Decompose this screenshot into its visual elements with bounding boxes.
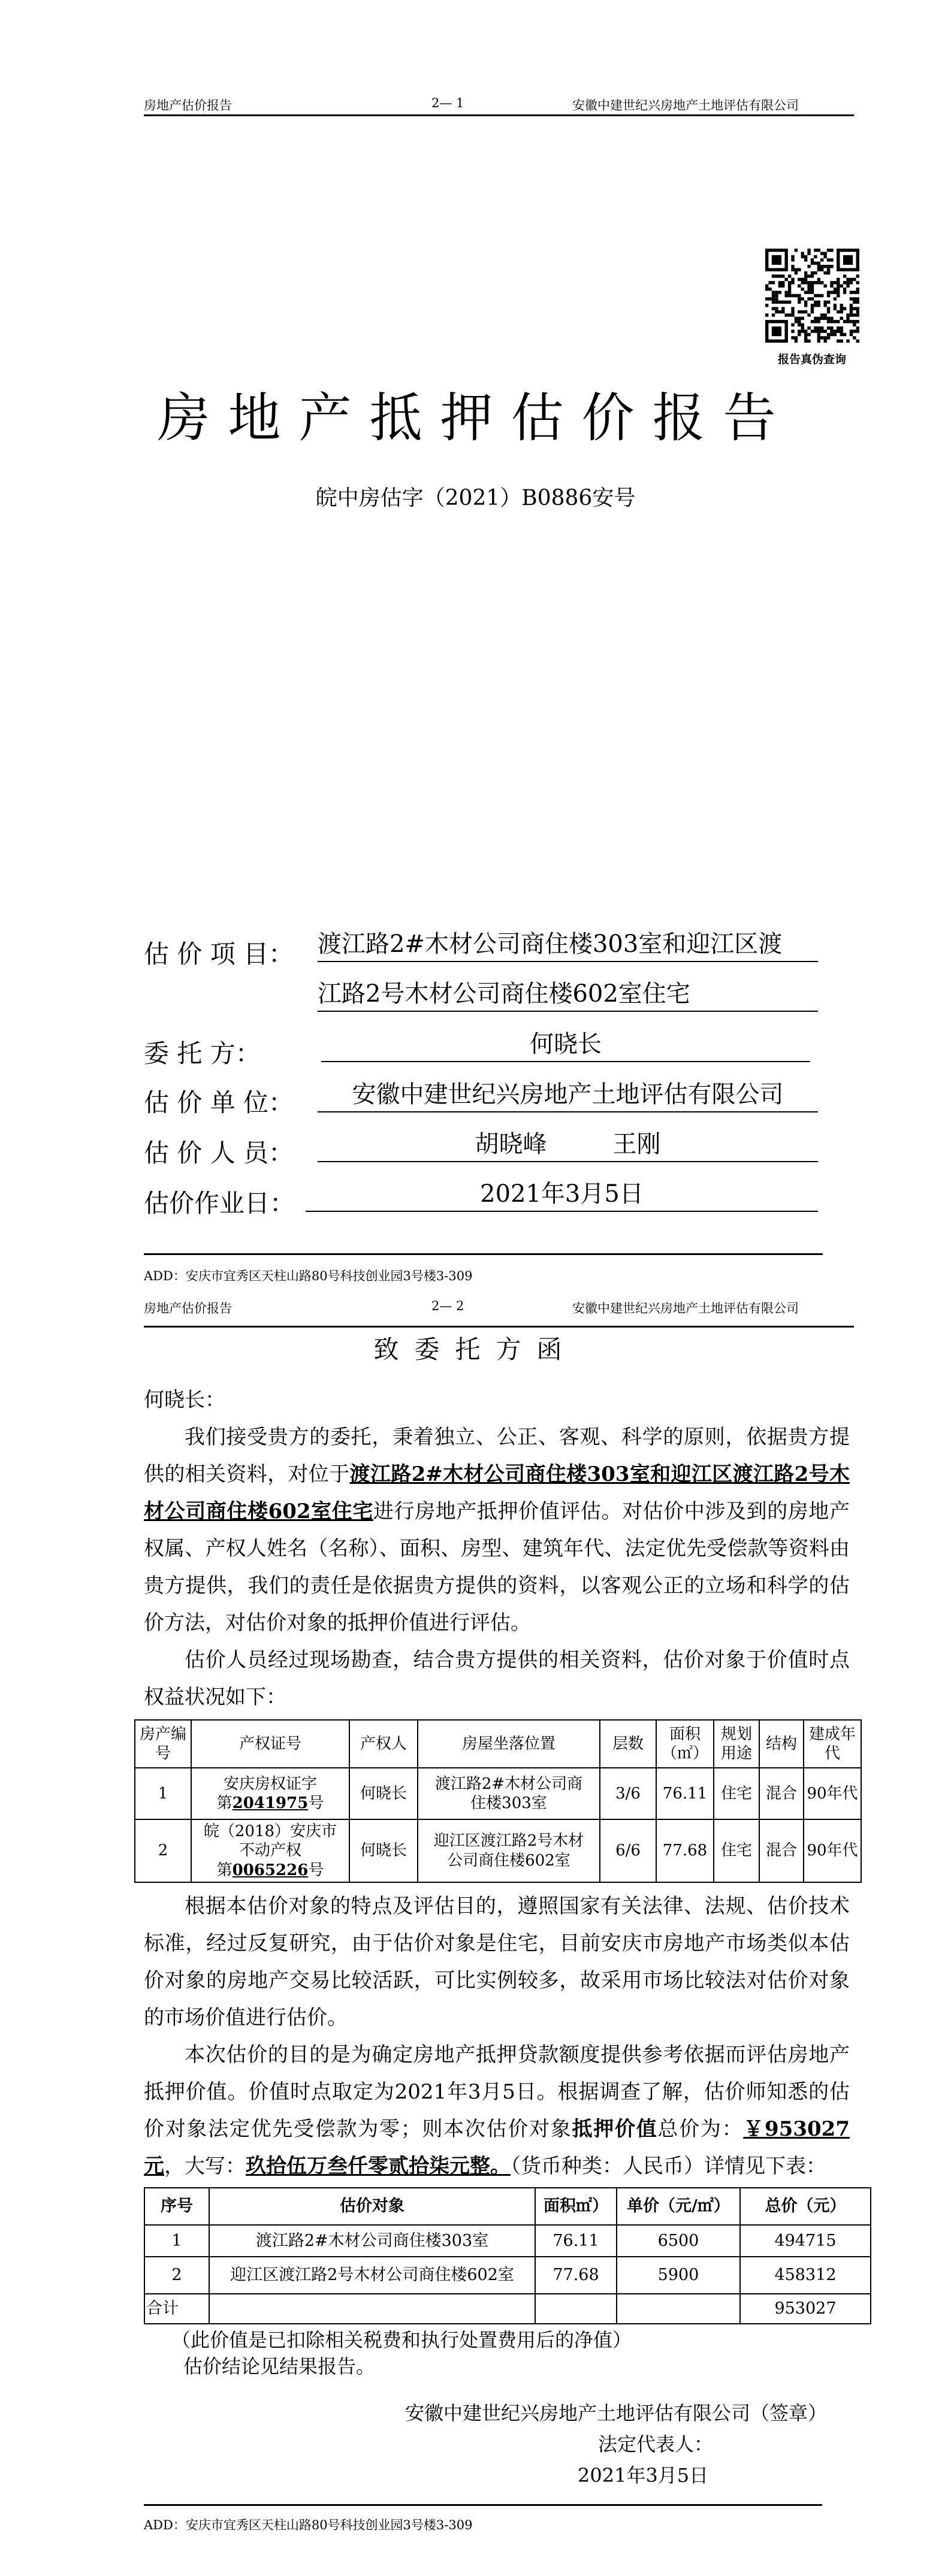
legal-representative: 法定代表人： (598, 2433, 714, 2456)
location: 渡江路2#木材公司商住楼303室 (418, 1768, 600, 1819)
signature-company: 安徽中建世纪兴房地产土地评估有限公司（签章） (405, 2402, 828, 2424)
report-title: 房地产抵押估价报告 (157, 387, 794, 449)
paragraph-3: 根据本估价对象的特点及评估目的，遵照国家有关法律、法规、估价技术标准，经过反复研究，由于估价对象是住宅，目前安庆市房地产市场类似本估价对象的房地产交易比较活跃，可比实例较多，故采用市场比较法对估价对象的市场价值进行估价。 (144, 1894, 850, 2030)
p1-text-a: 我们接受贵方的委托，秉着独立、公正、客观、科学的原则，依据贵方提供的相关资料，对位于 (144, 1425, 850, 1486)
cert-prefix: 第 (216, 1794, 233, 1812)
cert-line: 安庆房权证字 (223, 1774, 317, 1793)
cell-unit-price: 6500 (617, 2225, 740, 2257)
house-no: 2 (135, 1819, 191, 1882)
cell-seq: 1 (144, 2225, 209, 2257)
paragraph-2: 估价人员经过现场勘查，结合贵方提供的相关资料，估价对象于价值时点权益状况如下： (144, 1648, 850, 1709)
table-total-row (144, 2294, 871, 2324)
cert-suffix: 号 (308, 1794, 324, 1812)
header-left: 房地产估价报告 (144, 98, 232, 113)
structure: 混合 (759, 1768, 804, 1819)
column-header: 面积㎡） (535, 2188, 617, 2225)
p4-text-d: （货币种类：人民币）详情见下表： (511, 2154, 826, 2178)
client-label: 委 托 方： (144, 1039, 261, 1068)
column-header: 层数 (600, 1720, 656, 1768)
cert-no (191, 1768, 349, 1819)
cell-object: 渡江路2#木材公司商住楼303室 (209, 2225, 535, 2257)
cell-object (209, 2294, 535, 2324)
letter-body (144, 1381, 850, 1716)
header-page-number: 2— 1 (431, 96, 464, 110)
unit-label: 估 价 单 位： (144, 1088, 294, 1117)
cert-number: 0065226 (232, 1861, 309, 1879)
table-header-row (135, 1720, 861, 1768)
structure: 混合 (759, 1819, 804, 1882)
column-header: 房屋坐落位置 (418, 1720, 600, 1768)
valuation-table (144, 2187, 871, 2324)
header-divider (144, 1326, 854, 1328)
cell-unit-price (617, 2294, 740, 2324)
footer-divider (144, 2504, 822, 2506)
conclusion-note: 估价结论见结果报告。 (183, 2355, 376, 2378)
client-value: 何晓长 (321, 1027, 810, 1062)
table-row (144, 2225, 871, 2257)
column-header: 单价（元/㎡） (617, 2188, 740, 2225)
total-amount: ￥953027元 (144, 2117, 850, 2178)
letter-content (134, 1381, 870, 2533)
p4-text-c: ，大写： (164, 2154, 246, 2178)
cert-number: 2041975 (232, 1794, 309, 1812)
p4-text-b: 总价为： (657, 2117, 744, 2141)
header-page-number: 2— 2 (431, 1299, 464, 1313)
owner: 何晓长 (349, 1819, 418, 1882)
mortgage-value-label: 抵押价值 (572, 2117, 658, 2141)
column-header: 序号 (144, 2188, 209, 2225)
letter-title: 致委托方函 (373, 1335, 578, 1364)
cell-area (535, 2294, 617, 2324)
cell-total-price: 458312 (740, 2257, 871, 2294)
cell-seq: 合计 (144, 2294, 209, 2324)
total-amount-words: 玖拾伍万叁仟零贰拾柒元整。 (246, 2154, 511, 2178)
project-label: 估 价 项 目： (144, 939, 294, 969)
appraiser-2: 王刚 (612, 1130, 661, 1158)
footer-divider (144, 1253, 823, 1255)
use: 住宅 (714, 1819, 759, 1882)
project-value-line1: 渡江路2#木材公司商住楼303室和迎江区渡 (318, 927, 818, 962)
column-header: 规划用途 (714, 1720, 759, 1768)
column-header: 总价（元） (740, 2188, 871, 2225)
date-value: 2021年3月5日 (306, 1177, 818, 1212)
appraisal-object: 渡江路2#木材公司商住楼303室和迎江区渡江路2号木材公司商住楼602室住宅 (144, 1462, 850, 1523)
cert-suffix: 号 (308, 1861, 324, 1879)
property-table (134, 1719, 862, 1883)
area: 76.11 (656, 1768, 714, 1819)
cell-area: 76.11 (535, 2225, 617, 2257)
appraisers-label: 估 价 人 员： (144, 1138, 294, 1168)
table-row (144, 2257, 871, 2294)
paragraph-4 (144, 2036, 850, 2185)
area: 77.68 (656, 1819, 714, 1882)
column-header: 结构 (759, 1720, 804, 1768)
footer-address: ADD：安庆市宜秀区天柱山路80号科技创业园3号楼3-309 (144, 2518, 473, 2532)
cell-area: 77.68 (535, 2257, 617, 2294)
cell-total-price: 953027 (740, 2294, 871, 2324)
unit-value: 安徽中建世纪兴房地产土地评估有限公司 (318, 1078, 818, 1112)
qr-caption: 报告真伪查询 (777, 353, 846, 366)
salutation: 何晓长： (144, 1388, 225, 1412)
qr-code-icon[interactable] (765, 249, 859, 343)
header-right: 安徽中建世纪兴房地产土地评估有限公司 (572, 98, 799, 113)
floor: 6/6 (600, 1819, 656, 1882)
table-row (135, 1819, 861, 1882)
cert-line: 皖（2018）安庆市 (203, 1822, 337, 1840)
appraisers-value (318, 1127, 818, 1162)
cell-seq: 2 (144, 2257, 209, 2294)
footer-address: ADD：安庆市宜秀区天柱山路80号科技创业园3号楼3-309 (144, 1269, 473, 1283)
paragraph-1 (144, 1419, 850, 1641)
cell-total-price: 494715 (740, 2225, 871, 2257)
table-row (135, 1768, 861, 1819)
header-right: 安徽中建世纪兴房地产土地评估有限公司 (572, 1301, 799, 1316)
header-divider (144, 114, 854, 116)
built-year: 90年代 (804, 1819, 861, 1882)
report-number: 皖中房估字（2021）B0886安号 (315, 486, 636, 510)
table-header-row (144, 2188, 871, 2225)
column-header: 产权人 (349, 1720, 418, 1768)
letter-body-continued (144, 1888, 850, 2185)
floor: 3/6 (600, 1768, 656, 1819)
p1-text-b: 进行房地产抵押价值评估。对估价中涉及到的房地产权属、产权人姓名（名称）、面积、房型、建筑年代、法定优先受偿款等资料由贵方提供，我们的责任是依据贵方提供的资料，以客观公正的立场和科学的估价方法，对估价对象的抵押价值进行评估。 (144, 1499, 850, 1635)
owner: 何晓长 (349, 1768, 418, 1819)
column-header: 估价对象 (209, 2188, 535, 2225)
p4-text-a: 本次估价的目的是为确定房地产抵押贷款额度提供参考依据而评估房地产抵押价值。价值时点取定为2021年3月5日。根据调查了解，估价师知悉的估价对象法定优先受偿款为零；则本次估价对象 (144, 2043, 850, 2141)
column-header: 建成年代 (804, 1720, 861, 1768)
signature-date: 2021年3月5日 (578, 2464, 709, 2487)
column-header: 产权证号 (191, 1720, 349, 1768)
use: 住宅 (714, 1768, 759, 1819)
date-label: 估价作业日： (144, 1189, 295, 1218)
net-value-note: （此价值是已扣除相关税费和执行处置费用后的净值） (171, 2329, 632, 2351)
location: 迎江区渡江路2号木材公司商住楼602室 (418, 1819, 600, 1882)
header-left: 房地产估价报告 (144, 1301, 232, 1316)
cell-object: 迎江区渡江路2号木材公司商住楼602室 (209, 2257, 535, 2294)
appraiser-1: 胡晓峰 (475, 1130, 547, 1158)
built-year: 90年代 (804, 1768, 861, 1819)
house-no: 1 (135, 1768, 191, 1819)
column-header: 房产编号 (135, 1720, 191, 1768)
cert-line: 不动产权 (238, 1842, 301, 1860)
cert-prefix: 第 (216, 1861, 233, 1879)
cell-unit-price: 5900 (617, 2257, 740, 2294)
column-header: 面积（㎡） (656, 1720, 714, 1768)
project-value-line2: 江路2号木材公司商住楼602室住宅 (318, 977, 818, 1012)
cert-no (191, 1819, 349, 1882)
